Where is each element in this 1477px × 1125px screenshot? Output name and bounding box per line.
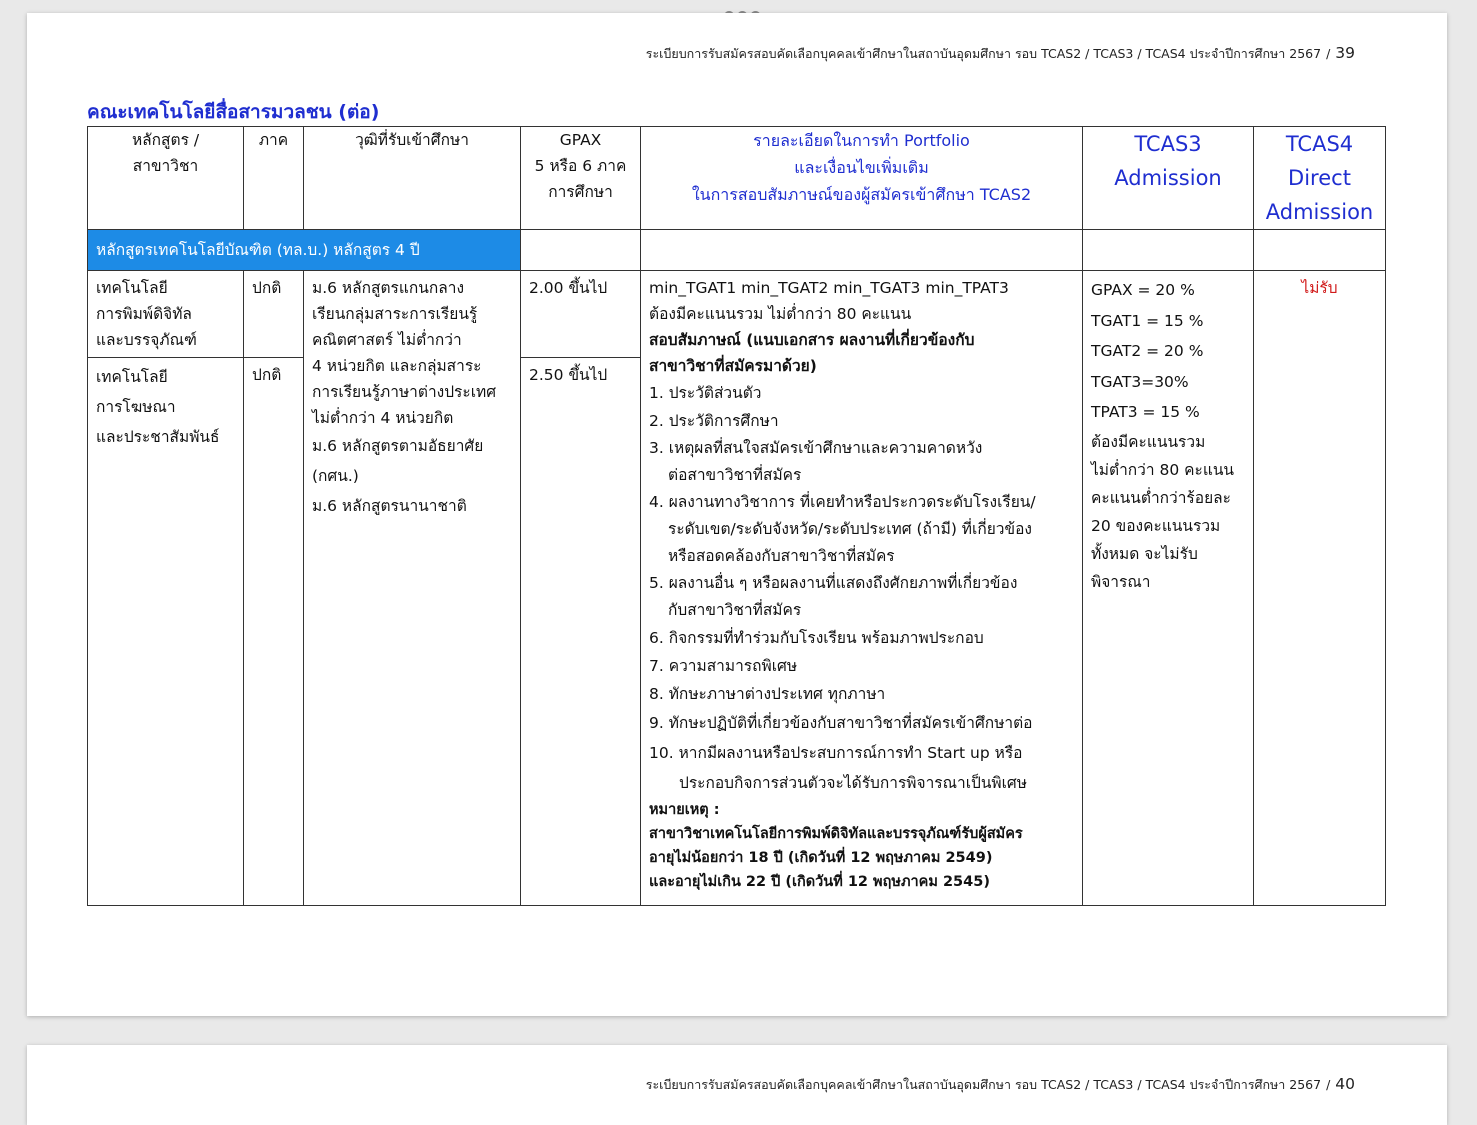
page-number: 40 — [1335, 1075, 1355, 1093]
header-gpax: GPAX 5 หรือ 6 ภาค การศึกษา — [521, 127, 641, 230]
page-header — [646, 44, 1355, 64]
major-gpax: 2.50 ขึ้นไป — [521, 358, 641, 906]
table-header-row — [88, 127, 1386, 230]
header-tcas4: TCAS4 Direct Admission — [1254, 127, 1386, 230]
major-name: เทคโนโลยี การพิมพ์ดิจิทัล และบรรจุภัณฑ์ — [88, 271, 244, 358]
header-text: ระเบียบการรับสมัครสอบคัดเลือกบุคคลเข้าศึกษาในสถาบันอุดมศึกษา รอบ TCAS2 / TCAS3 / TCAS4 ประจำปีการศึกษา 2567 — [645, 46, 1322, 61]
page-header — [646, 1075, 1355, 1095]
program-heading: หลักสูตรเทคโนโลยีบัณฑิต (ทล.บ.) หลักสูตร 4 ปี — [88, 230, 521, 271]
program-heading-row — [88, 230, 1386, 271]
document-page-40 — [27, 1045, 1447, 1125]
section-title: คณะเทคโนโลยีสื่อสารมวลชน (ต่อ) — [87, 101, 380, 123]
major-gpax: 2.00 ขึ้นไป — [521, 271, 641, 358]
header-separator: / — [1326, 1077, 1331, 1092]
document-page-39 — [27, 13, 1447, 1016]
header-tcas3: TCAS3 Admission — [1083, 127, 1254, 230]
page-number: 39 — [1335, 44, 1355, 62]
admission-table — [87, 126, 1386, 906]
major-name: เทคโนโลยี การโฆษณา และประชาสัมพันธ์ — [88, 358, 244, 906]
major-term: ปกติ — [244, 358, 304, 906]
header-term: ภาค — [244, 127, 304, 230]
header-qualification: วุฒิที่รับเข้าศึกษา — [304, 127, 521, 230]
major-term: ปกติ — [244, 271, 304, 358]
header-text: ระเบียบการรับสมัครสอบคัดเลือกบุคคลเข้าศึกษาในสถาบันอุดมศึกษา รอบ TCAS2 / TCAS3 / TCAS4 ประจำปีการศึกษา 2567 — [645, 1077, 1322, 1092]
header-program: หลักสูตร / สาขาวิชา — [88, 127, 244, 230]
qualification-list: ม.6 หลักสูตรแกนกลาง เรียนกลุ่มสาระการเรียนรู้ คณิตศาสตร์ ไม่ต่ำกว่า 4 หน่วยกิต และกลุ่มสาระ การเรียนรู้ภาษาต่างประเทศ ไม่ต่ำกว่า 4 หน่วยกิต ม.6 หลักสูตรตามอัธยาศัย (กศน.) ม.6 หลักสูตรนานาชาติ — [304, 271, 521, 906]
table-row — [88, 271, 1386, 358]
tcas4-status: ไม่รับ — [1254, 271, 1386, 906]
header-portfolio: รายละเอียดในการทำ Portfolio และเงื่อนไขเพิ่มเติม ในการสอบสัมภาษณ์ของผู้สมัครเข้าศึกษา TCAS2 — [641, 127, 1083, 230]
tcas3-criteria: GPAX = 20 % TGAT1 = 15 % TGAT2 = 20 % TGAT3=30% TPAT3 = 15 % ต้องมีคะแนนรวม ไม่ต่ำกว่า 80 คะแนน คะแนนต่ำกว่าร้อยละ 20 ของคะแนนรวม ทั้งหมด จะไม่รับ พิจารณา — [1083, 271, 1254, 906]
header-separator: / — [1326, 46, 1331, 61]
portfolio-details: min_TGAT1 min_TGAT2 min_TGAT3 min_TPAT3 ต้องมีคะแนนรวม ไม่ต่ำกว่า 80 คะแนน สอบสัมภาษณ์ (แนบเอกสาร ผลงานที่เกี่ยวข้องกับ สาขาวิชาที่สมัครมาด้วย) 1. ประวัติส่วนตัว 2. ประวัติการศึกษา 3. เหตุผลที่สนใจสมัครเข้าศึกษาและความคาดหวัง ต่อสาขาวิชาที่สมัคร 4. ผลงานทางวิชาการ ที่เคยทำหรือประกวดระดับโรงเรียน/ ระดับเขต/ระดับจังหวัด/ระดับประเทศ (ถ้ามี) ที่เกี่ยวข้อง หรือสอดคล้องกับสาขาวิชาที่สมัคร 5. ผลงานอื่น ๆ หรือผลงานที่แสดงถึงศักยภาพที่เกี่ยวข้อง กับสาขาวิชาที่สมัคร 6. กิจกรรมที่ทำร่วมกับโรงเรียน พร้อมภาพประกอบ 7. ความสามารถพิเศษ 8. ทักษะภาษาต่างประเทศ ทุกภาษา 9. ทักษะปฏิบัติที่เกี่ยวข้องกับสาขาวิชาที่สมัครเข้าศึกษาต่อ 10. หากมีผลงานหรือประสบการณ์การทำ Start up หรือ ประกอบกิจการส่วนตัวจะได้รับการพิจารณาเป็นพิเศษ หมายเหตุ : สาขาวิชาเทคโนโลยีการพิมพ์ดิจิทัลและบรรจุภัณฑ์รับผู้สมัคร อายุไม่น้อยกว่า 18 ปี (เกิดวันที่ 12 พฤษภาคม 2549) และอายุไม่เกิน 22 ปี (เกิดวันที่ 12 พฤษภาคม 2545) — [641, 271, 1083, 906]
